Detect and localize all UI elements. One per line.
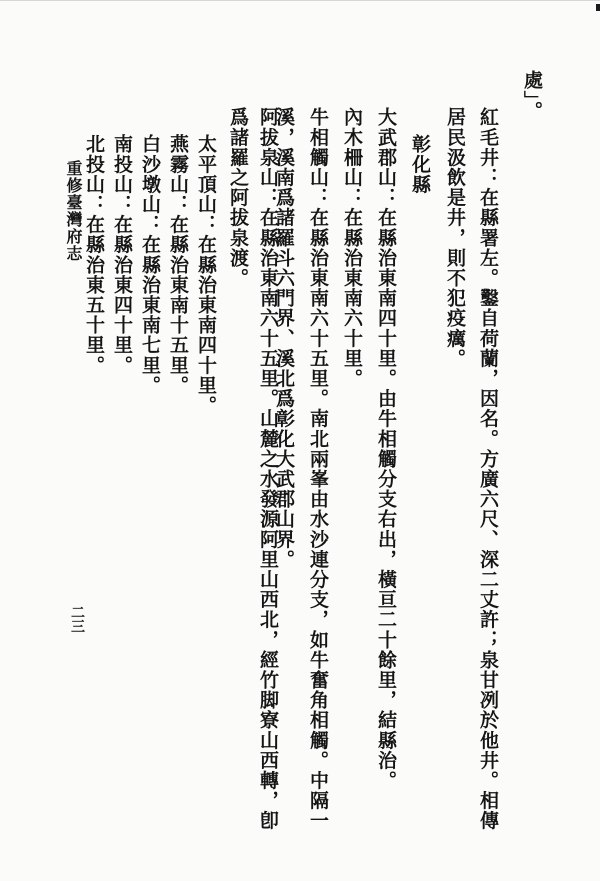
book-title: 重修臺灣府志 [64, 160, 83, 262]
text-line: 阿拔泉山：在縣治東南六十五里。山麓之水發源阿里山西北，經竹脚寮山西轉，卽 [257, 107, 279, 831]
text-line: 白沙墩山：在縣治東南七里。 [139, 134, 161, 396]
text-line: 處」。 [521, 70, 543, 121]
text-line: 溪，溪南爲諸羅斗六門界、溪北爲彰化大武郡山界。 [273, 107, 295, 570]
text-line: 燕霧山：在縣治東南十五里。 [167, 134, 189, 396]
header-mark [596, 4, 600, 11]
text-line: 居民汲飲是井，則不犯疫癘。 [444, 107, 466, 369]
text-line: 內木柵山：在縣治東南六十里。 [341, 107, 363, 389]
scan-edge [0, 0, 600, 1]
text-line: 北投山：在縣治東五十里。 [83, 134, 105, 376]
text-line: 大武郡山：在縣治東南四十里。由牛相觸分支右出，橫亘二十餘里，結縣治。 [375, 107, 397, 791]
page-number: 二三 [69, 605, 85, 633]
text-line: 紅毛井：在縣署左。鑿自荷蘭，因名。方廣六尺、深二丈許；泉甘冽於他井。相傳 [477, 107, 499, 831]
text-line: 太平頂山：在縣治東南四十里。 [195, 134, 217, 416]
text-line: 爲諸羅之阿拔泉渡。 [227, 107, 249, 288]
text-line: 南投山：在縣治東四十里。 [111, 134, 133, 376]
section-heading: 彰化縣 [409, 134, 431, 195]
text-line: 牛相觸山：在縣治東南六十五里。南北兩峯由水沙連分支，如牛奮角相觸。中隔一 [307, 107, 329, 831]
